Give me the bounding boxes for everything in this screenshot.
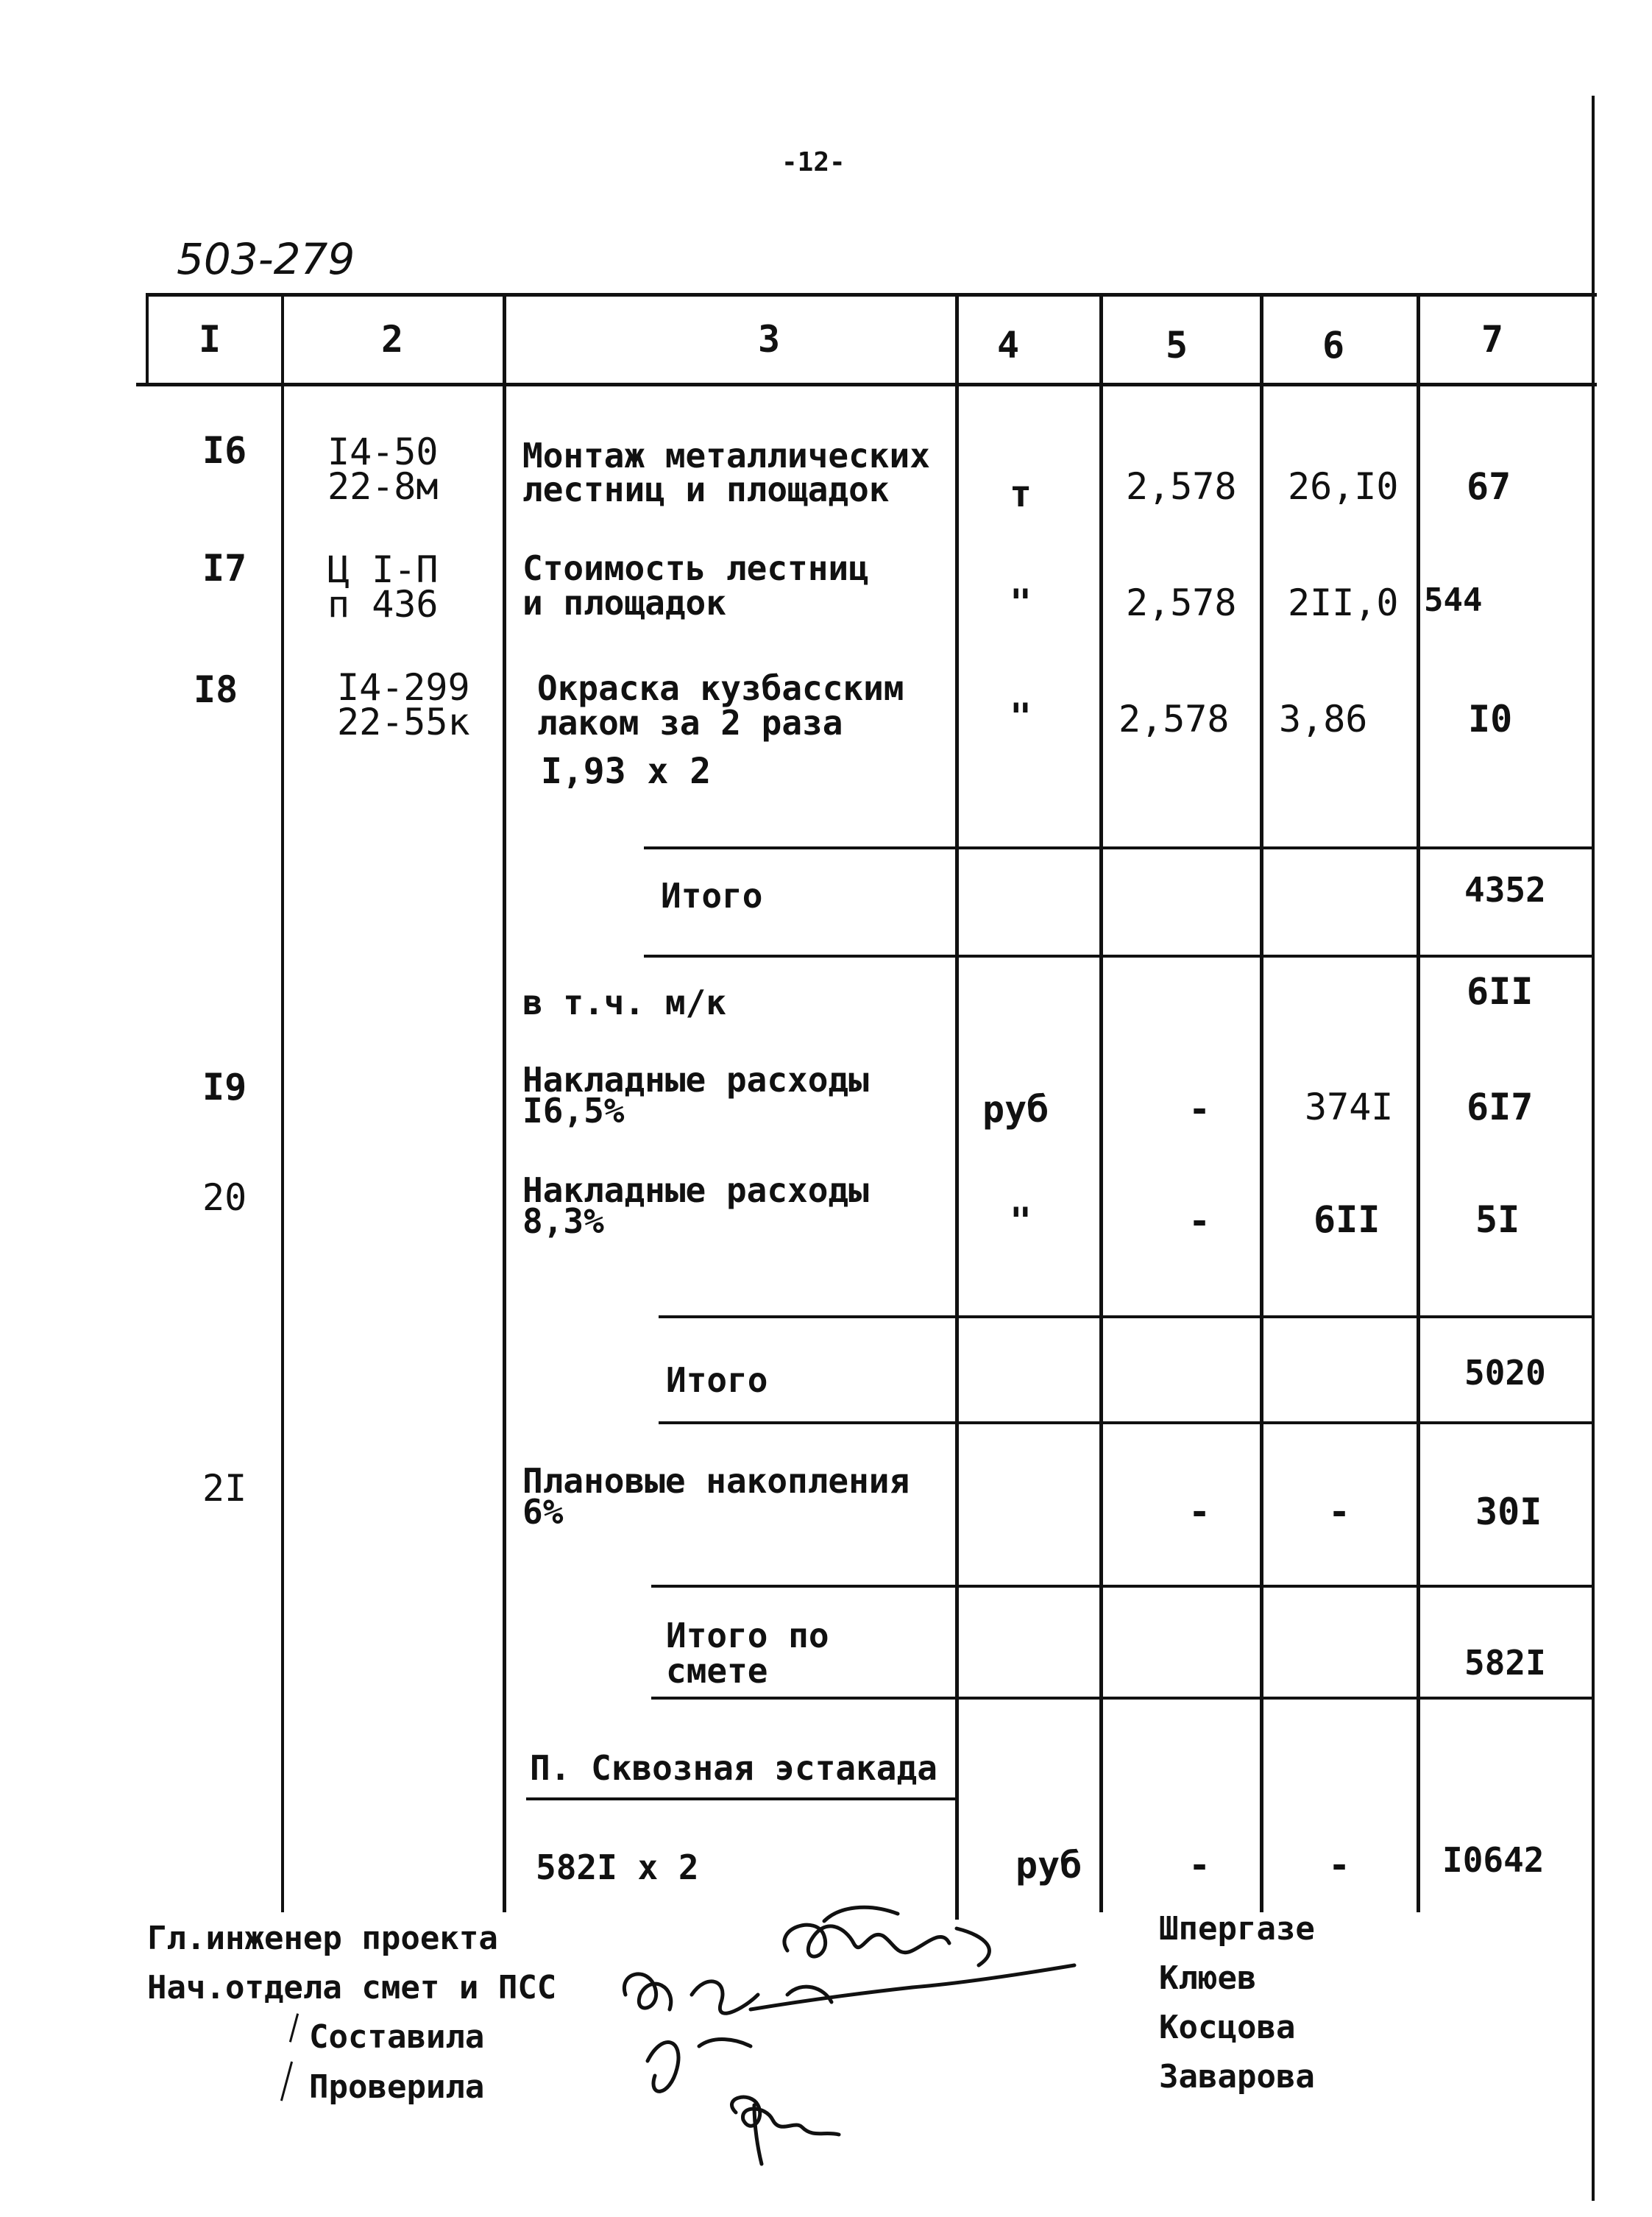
total: 5I xyxy=(1475,1198,1520,1241)
col-header-3: 3 xyxy=(758,318,781,361)
including-label: в т.ч. м/к xyxy=(522,983,726,1022)
work-description: Накладные расходы xyxy=(522,1170,869,1210)
total: I0 xyxy=(1468,698,1513,740)
quantity: 2,578 xyxy=(1126,465,1237,508)
quantity: 2,578 xyxy=(1119,698,1230,740)
work-description: 8,3% xyxy=(522,1201,604,1241)
work-description: Монтаж металлических xyxy=(522,436,930,475)
subtotal-label: Итого xyxy=(661,876,763,916)
subtotal-value: 5020 xyxy=(1464,1353,1546,1393)
unit: " xyxy=(1010,696,1032,738)
row-number: I7 xyxy=(202,547,247,590)
work-description: лестниц и площадок xyxy=(522,470,890,509)
row-number: 20 xyxy=(202,1176,247,1219)
total: I0642 xyxy=(1442,1840,1545,1880)
signature-role: Гл.инженер проекта xyxy=(147,1920,498,1957)
work-description: лаком за 2 раза xyxy=(537,703,843,743)
row-number: I9 xyxy=(202,1066,247,1108)
unit-price: 26,I0 xyxy=(1288,465,1399,508)
norm-code: I4-299 xyxy=(337,666,470,709)
col-header-5: 5 xyxy=(1166,324,1188,367)
calculation: 582I x 2 xyxy=(536,1848,699,1887)
col-header-1: I xyxy=(199,318,221,361)
work-description: Окраска кузбасским xyxy=(537,668,904,708)
unit-price: - xyxy=(1328,1491,1351,1533)
signature-role: Нач.отдела смет и ПСС xyxy=(147,1969,557,2006)
calculation: I,93 x 2 xyxy=(541,751,712,792)
slash-mark xyxy=(289,2013,299,2042)
unit: " xyxy=(1010,1200,1032,1242)
quantity: - xyxy=(1188,1844,1211,1887)
row-number: 2I xyxy=(202,1467,247,1510)
unit-price: 3,86 xyxy=(1279,698,1368,740)
signer-name: Клюев xyxy=(1159,1959,1257,1997)
row-number: I8 xyxy=(194,668,238,711)
document-code: 503-279 xyxy=(177,234,355,284)
unit: " xyxy=(1010,581,1032,624)
work-description: 6% xyxy=(522,1492,564,1532)
norm-code: 22-8м xyxy=(327,465,439,508)
handwritten-signatures xyxy=(603,1884,1119,2179)
work-description: Плановые накопления xyxy=(522,1461,910,1501)
col-header-7: 7 xyxy=(1481,318,1504,361)
page-number: -12- xyxy=(781,147,846,177)
unit-price: 2II,0 xyxy=(1288,581,1399,624)
estimate-total-value: 582I xyxy=(1464,1643,1546,1683)
estimate-total-label: смете xyxy=(666,1651,768,1691)
unit-price: 374I xyxy=(1305,1086,1394,1128)
quantity: - xyxy=(1188,1088,1211,1131)
total: 67 xyxy=(1467,465,1511,508)
quantity: 2,578 xyxy=(1126,581,1237,624)
work-description: Стоимость лестниц xyxy=(522,548,869,588)
signature-role: Проверила xyxy=(309,2068,485,2106)
total: 30I xyxy=(1475,1491,1542,1533)
norm-code: I4-50 xyxy=(327,431,439,473)
work-description: I6,5% xyxy=(522,1091,625,1131)
row-number: I6 xyxy=(202,429,247,472)
signer-name: Заварова xyxy=(1159,2058,1315,2096)
norm-code: п 436 xyxy=(327,583,439,626)
work-description: и площадок xyxy=(522,583,726,623)
unit-price: - xyxy=(1328,1844,1351,1887)
col-header-6: 6 xyxy=(1322,324,1345,367)
slash-mark xyxy=(280,2062,293,2101)
signer-name: Шпергазе xyxy=(1159,1910,1315,1948)
col-header-2: 2 xyxy=(381,318,404,361)
estimate-total-label: Итого по xyxy=(666,1616,829,1655)
section-title: П. Сквозная эстакада xyxy=(530,1748,937,1788)
work-description: Накладные расходы xyxy=(522,1060,869,1100)
signature-role: Составила xyxy=(309,2018,485,2056)
quantity: - xyxy=(1188,1491,1211,1533)
quantity: - xyxy=(1188,1200,1211,1242)
signer-name: Косцова xyxy=(1159,2009,1296,2046)
norm-code: Ц I-П xyxy=(327,548,439,591)
total: 6I7 xyxy=(1467,1086,1534,1128)
total: 544 xyxy=(1424,581,1483,619)
norm-code: 22-55к xyxy=(337,701,470,743)
unit: т xyxy=(1010,473,1032,515)
unit-price: 6II xyxy=(1314,1198,1380,1241)
unit: руб xyxy=(982,1088,1049,1131)
subtotal-label: Итого xyxy=(666,1360,768,1400)
col-header-4: 4 xyxy=(997,324,1020,367)
subtotal-value: 4352 xyxy=(1464,870,1546,910)
including-value: 6II xyxy=(1467,970,1534,1013)
unit: руб xyxy=(1015,1844,1082,1887)
